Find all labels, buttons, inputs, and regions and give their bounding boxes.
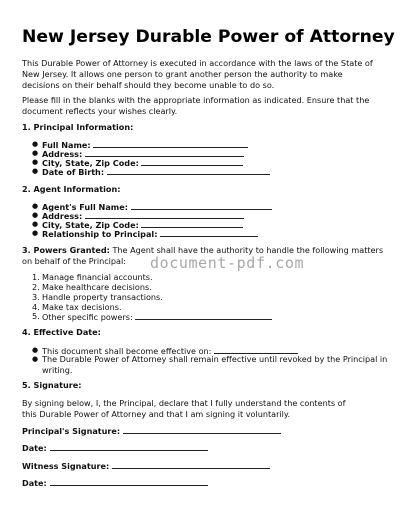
fill-line[interactable] bbox=[141, 157, 243, 166]
list-number: 5. bbox=[32, 311, 40, 321]
field-label: Address: bbox=[42, 211, 83, 221]
list-number: 2. bbox=[32, 282, 40, 292]
witness-signature-label: Witness Signature: bbox=[22, 461, 110, 471]
field-label: Other specific powers: bbox=[42, 312, 133, 322]
instructions-paragraph: Please fill in the blanks with the appropriate information as indicated. Ensure that the document reflects your wishes clearly. bbox=[22, 95, 370, 116]
declaration-paragraph: By signing below, I, the Principal, declare that I fully understand the contents of this Durable Power of Attorney and that I am signing it voluntarily. bbox=[22, 398, 346, 419]
powers-heading: 3. Powers Granted: bbox=[22, 245, 110, 255]
fill-line[interactable] bbox=[85, 210, 244, 219]
fill-line[interactable] bbox=[135, 311, 272, 320]
fill-line[interactable] bbox=[160, 228, 258, 237]
list-number: 4. bbox=[32, 302, 40, 312]
witness-date-field[interactable] bbox=[22, 477, 208, 488]
bullet-icon: ● bbox=[32, 158, 39, 166]
agent-relationship-field[interactable] bbox=[42, 228, 258, 239]
bullet-icon: ● bbox=[32, 140, 39, 148]
intro-paragraph: This Durable Power of Attorney is executed in accordance with the laws of the State of New Jersey. It allows one person to grant another person the authority to make decisions on their behalf should they become unable to do so. bbox=[22, 58, 373, 90]
field-label: Agent's Full Name: bbox=[42, 202, 128, 212]
bullet-icon: ● bbox=[32, 346, 39, 354]
bullet-icon: ● bbox=[32, 149, 39, 157]
watermark: document-pdf.com bbox=[150, 254, 305, 272]
signature-line[interactable] bbox=[112, 460, 270, 469]
fill-line[interactable] bbox=[131, 201, 272, 210]
field-label: Date of Birth: bbox=[42, 167, 105, 177]
bullet-icon: ● bbox=[32, 202, 39, 210]
revocation-line1: The Durable Power of Attorney shall remain effective until revoked by the Principal in bbox=[42, 354, 388, 364]
bullet-icon: ● bbox=[32, 220, 39, 228]
effective-revocation-text bbox=[42, 354, 387, 375]
fill-line[interactable] bbox=[214, 345, 298, 354]
fill-line[interactable] bbox=[141, 219, 243, 228]
revocation-line2: writing. bbox=[42, 364, 73, 375]
bullet-icon: ● bbox=[32, 167, 39, 175]
principal-signature-field[interactable] bbox=[22, 425, 281, 436]
signature-line[interactable] bbox=[123, 425, 281, 434]
witness-signature-field[interactable] bbox=[22, 460, 270, 471]
powers-text-line2: on behalf of the Principal: bbox=[22, 255, 126, 266]
powers-text-line1: The Agent shall have the authority to handle the following matters bbox=[112, 245, 384, 255]
principal-heading: 1. Principal Information: bbox=[22, 122, 134, 132]
bullet-icon: ● bbox=[32, 355, 39, 363]
principal-date-field[interactable] bbox=[22, 442, 208, 453]
field-label: Full Name: bbox=[42, 140, 91, 150]
document-title: New Jersey Durable Power of Attorney bbox=[22, 27, 395, 47]
fill-line[interactable] bbox=[107, 166, 270, 175]
field-label: City, State, Zip Code: bbox=[42, 220, 139, 230]
field-label: This document shall become effective on: bbox=[42, 346, 212, 356]
power-item: Manage financial accounts. bbox=[42, 272, 153, 282]
bullet-icon: ● bbox=[32, 211, 39, 219]
fill-line[interactable] bbox=[93, 139, 248, 148]
principal-signature-label: Principal's Signature: bbox=[22, 426, 121, 436]
agent-heading: 2. Agent Information: bbox=[22, 184, 121, 194]
date-label: Date: bbox=[22, 478, 47, 488]
signature-heading: 5. Signature: bbox=[22, 380, 82, 390]
field-label: Relationship to Principal: bbox=[42, 229, 158, 239]
date-label: Date: bbox=[22, 443, 47, 453]
list-number: 1. bbox=[32, 272, 40, 282]
field-label: Address: bbox=[42, 149, 83, 159]
date-line[interactable] bbox=[50, 477, 208, 486]
bullet-icon: ● bbox=[32, 229, 39, 237]
fill-line[interactable] bbox=[85, 148, 244, 157]
power-item: Handle property transactions. bbox=[42, 292, 163, 302]
field-label: City, State, Zip Code: bbox=[42, 158, 139, 168]
principal-dob-field[interactable] bbox=[42, 166, 270, 177]
list-number: 3. bbox=[32, 292, 40, 302]
effective-heading: 4. Effective Date: bbox=[22, 327, 101, 337]
date-line[interactable] bbox=[50, 442, 208, 451]
other-powers-field[interactable] bbox=[42, 311, 272, 322]
power-item: Make healthcare decisions. bbox=[42, 282, 152, 292]
power-item: Make tax decisions. bbox=[42, 302, 122, 312]
